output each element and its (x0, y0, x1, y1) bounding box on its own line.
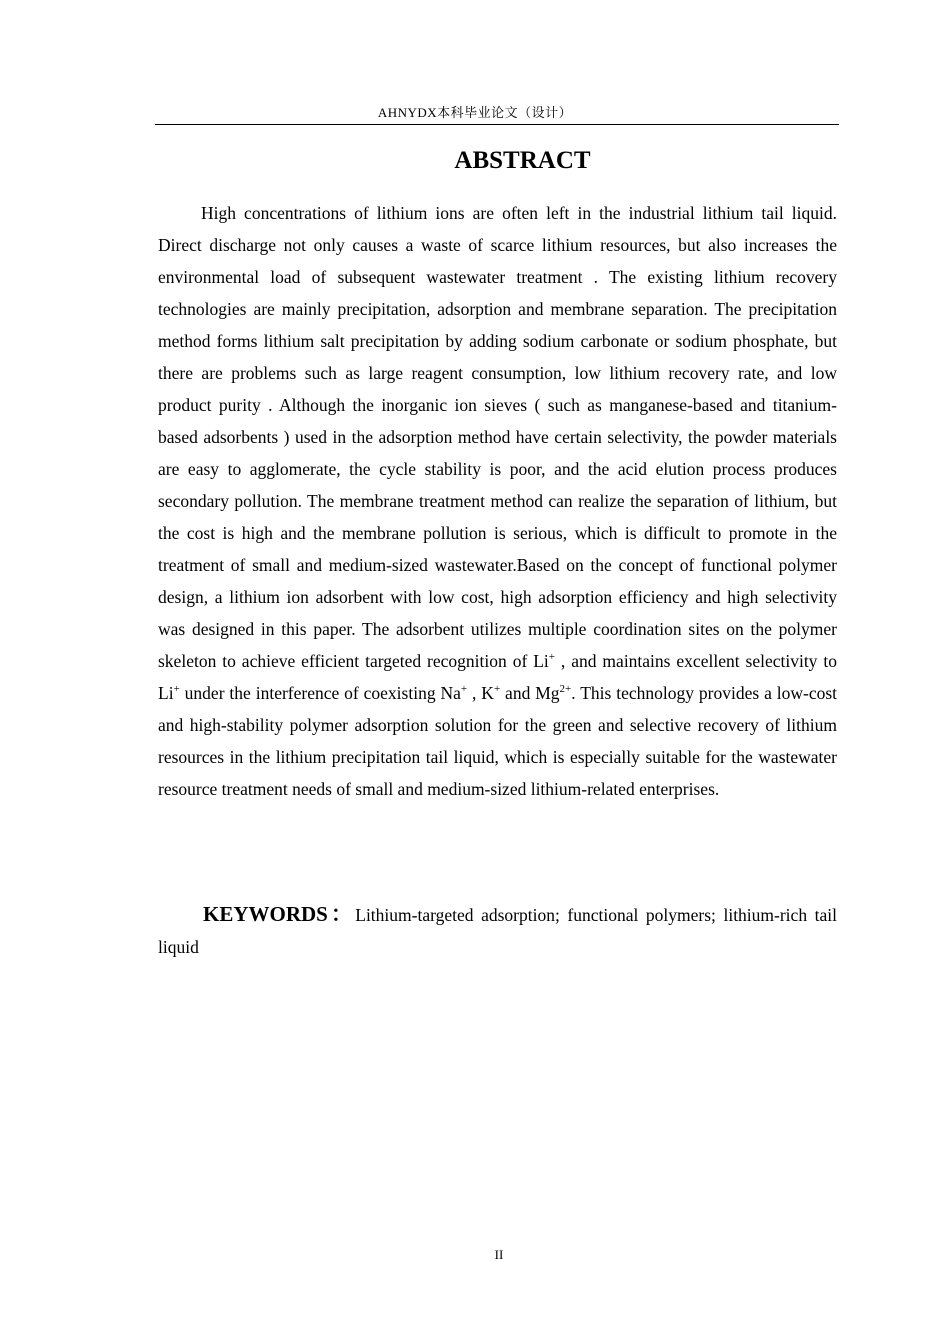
superscript-na-charge: + (460, 683, 468, 695)
superscript-mg-charge: 2+ (559, 683, 572, 695)
keywords-text: Lithium-targeted adsorption; functional polymers; lithium-rich tail liquid (158, 905, 837, 957)
header-divider (155, 124, 839, 125)
page-number: II (494, 1247, 504, 1262)
superscript-k-charge: + (493, 683, 501, 695)
running-header: AHNYDX本科毕业论文（设计） (377, 105, 573, 120)
abstract-text-segment: . This technology provides a low-cost and high-stability polymer adsorption solution for the green and selective recovery of lithium resources in the lithium precipitation tail liquid, which is especially suitable for the wastewater resource treatment needs of small and medium-sized lithium-related enterprises. (158, 683, 838, 799)
keywords-line (158, 898, 837, 963)
abstract-text-segment: under the interference of coexisting Na (179, 683, 461, 703)
superscript-li-charge: + (173, 683, 180, 695)
abstract-text-segment: , and maintains excellent selectivity to Li (158, 651, 837, 703)
abstract-text-segment: High concentrations of lithium ions are often left in the industrial lithium tail liquid. Direct discharge not only causes a waste of scarce lithium resources, but also increases the environmental load of subsequent wastewater treatment . The existing lithium recovery technologies are mainly precipitation, adsorption and membrane separation. The precipitation method forms lithium salt precipitation by adding sodium carbonate or sodium phosphate, but there are problems such as large reagent consumption, low lithium recovery rate, and low product purity . Although the inorganic ion sieves ( such as manganese-based and titanium-based adsorbents ) used in the adsorption method have certain selectivity, the powder materials are easy to agglomerate, the cycle stability is poor, and the acid elution process produces secondary pollution. The membrane treatment method can realize the separation of lithium, but the cost is high and the membrane pollution is serious, which is difficult to promote in the treatment of small and medium-sized wastewater.Based on the concept of functional polymer design, a lithium ion adsorbent with low cost, high adsorption efficiency and high selectivity was designed in this paper. The adsorbent utilizes multiple coordination sites on the polymer skeleton to achieve efficient targeted recognition of Li (158, 203, 837, 671)
superscript-li-charge: + (548, 651, 555, 663)
abstract-paragraph (158, 197, 837, 805)
abstract-title: ABSTRACT (454, 147, 591, 174)
abstract-text-segment: and Mg (500, 683, 560, 703)
keywords-label: KEYWORDS： (203, 902, 356, 926)
abstract-text-segment: , K (467, 683, 494, 703)
